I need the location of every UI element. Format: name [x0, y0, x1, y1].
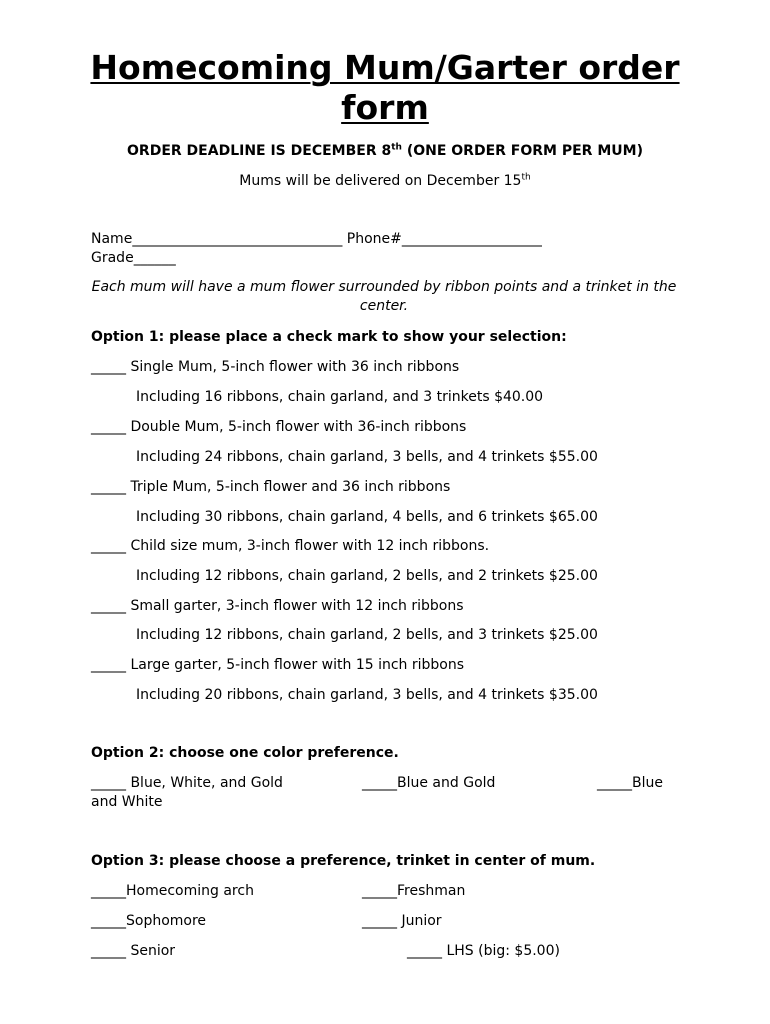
option1-item-triple-mum: _____ Triple Mum, 5-inch flower and 36 inch ribbons — [91, 479, 451, 495]
mum-description: Each mum will have a mum flower surrounded by ribbon points and a trinket in the center. — [91, 279, 677, 314]
option1-item-single-mum: _____ Single Mum, 5-inch flower with 36 inch ribbons — [91, 359, 460, 375]
name-field[interactable]: ______________________________ — [132, 231, 343, 247]
option1-item-detail: Including 20 ribbons, chain garland, 3 bells, and 4 trinkets $35.00 — [136, 687, 598, 703]
option1-item-double-mum: _____ Double Mum, 5-inch flower with 36-inch ribbons — [91, 419, 467, 435]
option1-item-detail: Including 16 ribbons, chain garland, and 3 trinkets $40.00 — [136, 389, 544, 405]
name-label: Name — [91, 231, 133, 247]
checkbox-blank[interactable]: _____ — [91, 538, 126, 554]
checkbox-blank[interactable]: _____ — [91, 657, 126, 673]
option1-item-detail: Including 12 ribbons, chain garland, 2 bells, and 3 trinkets $25.00 — [136, 627, 598, 643]
trinket-choice-homecoming-arch[interactable]: _____Homecoming arch — [91, 883, 254, 899]
trinket-choice-lhs[interactable]: _____ LHS (big: $5.00) — [407, 943, 560, 959]
checkbox-blank[interactable]: _____ — [91, 598, 126, 614]
form-title: Homecoming Mum/Garter order form — [90, 48, 680, 127]
phone-label: Phone# — [342, 231, 402, 247]
color-choice-blue-white-gold[interactable]: _____ Blue, White, and Gold — [91, 775, 283, 791]
grade-label: Grade — [91, 250, 134, 266]
color-choice-blue-white[interactable]: _____Blue — [597, 775, 663, 791]
option3-heading: Option 3: please choose a preference, trinket in center of mum. — [91, 853, 596, 869]
option2-heading: Option 2: choose one color preference. — [91, 745, 399, 761]
option1-item-detail: Including 12 ribbons, chain garland, 2 bells, and 2 trinkets $25.00 — [136, 568, 598, 584]
delivery-date: Mums will be delivered on December 15th — [239, 172, 531, 189]
option1-item-child-mum: _____ Child size mum, 3-inch flower with 12 inch ribbons. — [91, 538, 490, 554]
trinket-choice-sophomore[interactable]: _____Sophomore — [91, 913, 207, 929]
option1-item-large-garter: _____ Large garter, 5-inch flower with 15 inch ribbons — [91, 657, 465, 673]
option1-item-small-garter: _____ Small garter, 3-inch flower with 12 inch ribbons — [91, 598, 464, 614]
trinket-choice-senior[interactable]: _____ Senior — [91, 943, 176, 959]
name-phone-row — [91, 230, 542, 248]
color-choice-blue-white-cont: and White — [91, 794, 163, 810]
option1-item-detail: Including 30 ribbons, chain garland, 4 bells, and 6 trinkets $65.00 — [136, 509, 598, 525]
trinket-choice-junior[interactable]: _____ Junior — [362, 913, 442, 929]
phone-field[interactable]: ____________________ — [401, 231, 542, 247]
order-deadline: ORDER DEADLINE IS DECEMBER 8th (ONE ORDER FORM PER MUM) — [127, 142, 643, 159]
checkbox-blank[interactable]: _____ — [91, 359, 126, 375]
checkbox-blank[interactable]: _____ — [91, 419, 126, 435]
grade-row — [91, 249, 176, 267]
color-choice-blue-gold[interactable]: _____Blue and Gold — [362, 775, 496, 791]
option1-heading: Option 1: please place a check mark to show your selection: — [91, 329, 567, 345]
trinket-choice-freshman[interactable]: _____Freshman — [362, 883, 466, 899]
grade-field[interactable]: ______ — [133, 250, 176, 266]
checkbox-blank[interactable]: _____ — [91, 479, 126, 495]
option1-item-detail: Including 24 ribbons, chain garland, 3 bells, and 4 trinkets $55.00 — [136, 449, 598, 465]
